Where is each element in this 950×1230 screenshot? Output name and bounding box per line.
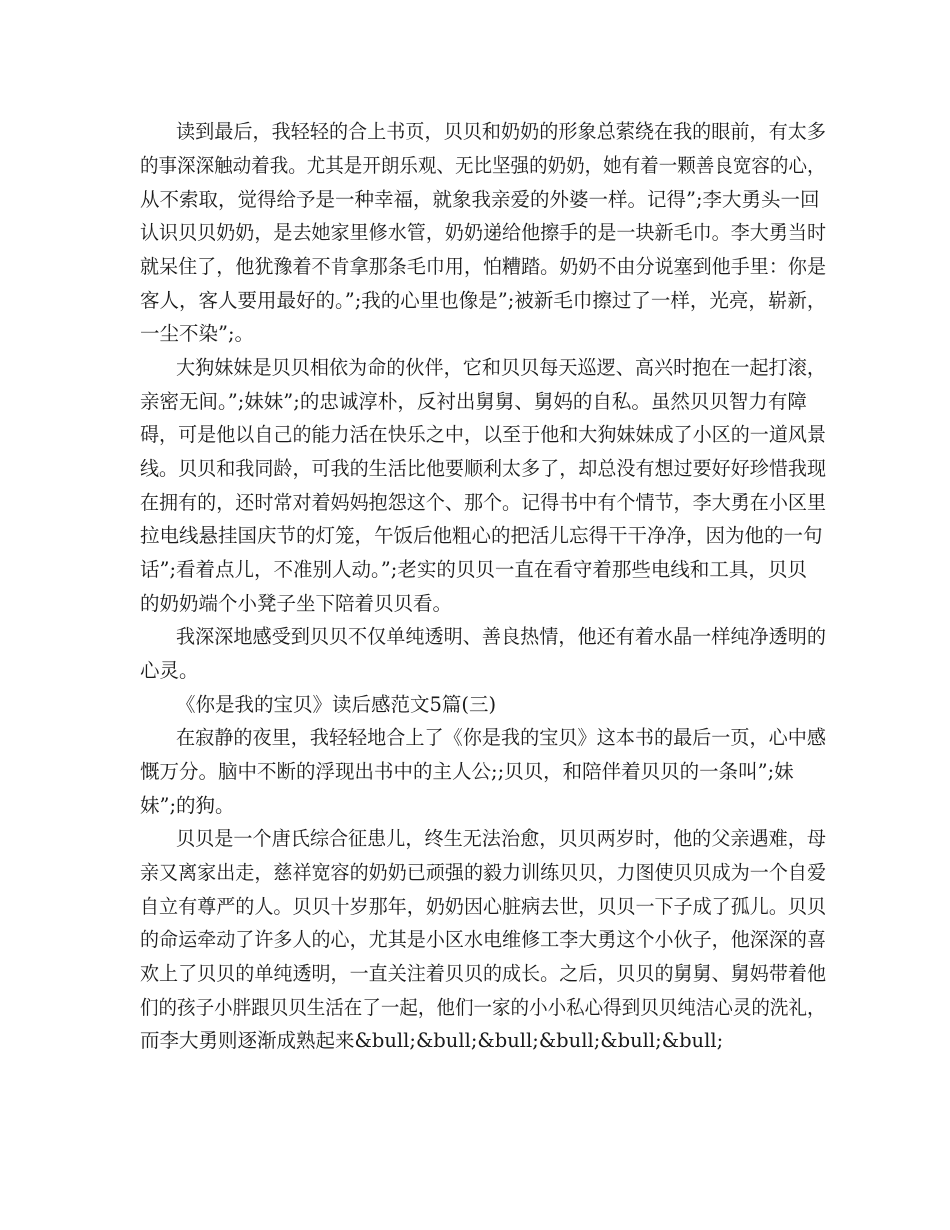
section-heading: 《你是我的宝贝》读后感范文5篇(三) — [176, 693, 497, 716]
text-line: 的命运牵动了许多人的心，尤其是小区水电维修工李大勇这个小伙子，他深深的喜 — [140, 928, 827, 951]
text-line: 大狗妹妹是贝贝相依为命的伙伴，它和贝贝每天巡逻、高兴时抱在一起打滚， — [176, 356, 827, 379]
text-line: 的奶奶端个小凳子坐下陪着贝贝看。 — [140, 592, 453, 615]
text-line: 慨万分。脑中不断的浮现出书中的主人公;;贝贝，和陪伴着贝贝的一条叫”;妹 — [140, 760, 794, 783]
text-line: 我深深地感受到贝贝不仅单纯透明、善良热情，他还有着水晶一样纯净透明的 — [176, 625, 827, 648]
text-line: 话”;看着点儿，不准别人动。”;老实的贝贝一直在看守着那些电线和工具，贝贝 — [140, 558, 807, 581]
text-line: 妹”;的狗。 — [140, 794, 235, 817]
text-line: 就呆住了，他犹豫着不肯拿那条毛巾用，怕糟踏。奶奶不由分说塞到他手里：你是 — [140, 255, 827, 278]
text-line: 线。贝贝和我同龄，可我的生活比他要顺利太多了，却总没有想过要好好珍惜我现 — [140, 457, 827, 480]
text-line: 在拥有的，还时常对着妈妈抱怨这个、那个。记得书中有个情节，李大勇在小区里 — [140, 491, 827, 514]
text-line: 亲密无间。”;妹妹”;的忠诚淳朴，反衬出舅舅、舅妈的自私。虽然贝贝智力有障 — [140, 390, 807, 413]
text-line: 欢上了贝贝的单纯透明，一直关注着贝贝的成长。之后，贝贝的舅舅、舅妈带着他 — [140, 962, 827, 985]
text-line: 读到最后，我轻轻的合上书页，贝贝和奶奶的形象总萦绕在我的眼前，有太多 — [176, 120, 827, 143]
text-line: 而李大勇则逐渐成熟起来&bull;&bull;&bull;&bull;&bull;&bull; — [140, 1029, 724, 1052]
text-line: 们的孩子小胖跟贝贝生活在了一起，他们一家的小小私心得到贝贝纯洁心灵的洗礼， — [140, 996, 826, 1019]
text-line: 亲又离家出走，慈祥宽容的奶奶已顽强的毅力训练贝贝，力图使贝贝成为一个自爱 — [140, 861, 827, 884]
text-line: 一尘不染”;。 — [140, 322, 255, 345]
text-line: 自立有尊严的人。贝贝十岁那年，奶奶因心脏病去世，贝贝一下子成了孤儿。贝贝 — [140, 895, 827, 918]
text-line: 心灵。 — [140, 659, 199, 682]
text-line: 拉电线悬挂国庆节的灯笼，午饭后他粗心的把活儿忘得干干净净，因为他的一句 — [140, 524, 823, 547]
text-line: 客人，客人要用最好的。”;我的心里也像是”;被新毛巾擦过了一样，光亮，崭新， — [140, 289, 827, 312]
text-line: 从不索取，觉得给予是一种幸福，就象我亲爱的外婆一样。记得”;李大勇头一回 — [140, 188, 820, 211]
text-line: 在寂静的夜里，我轻轻地合上了《你是我的宝贝》这本书的最后一页，心中感 — [176, 726, 827, 749]
text-line: 认识贝贝奶奶，是去她家里修水管，奶奶递给他擦手的是一块新毛巾。李大勇当时 — [140, 221, 827, 244]
text-line: 碍，可是他以自己的能力活在快乐之中，以至于他和大狗妹妹成了小区的一道风景 — [140, 423, 827, 446]
text-line: 的事深深触动着我。尤其是开朗乐观、无比坚强的奶奶，她有着一颗善良宽容的心， — [140, 154, 826, 177]
text-line: 贝贝是一个唐氏综合征患儿，终生无法治愈，贝贝两岁时，他的父亲遇难，母 — [176, 827, 827, 850]
